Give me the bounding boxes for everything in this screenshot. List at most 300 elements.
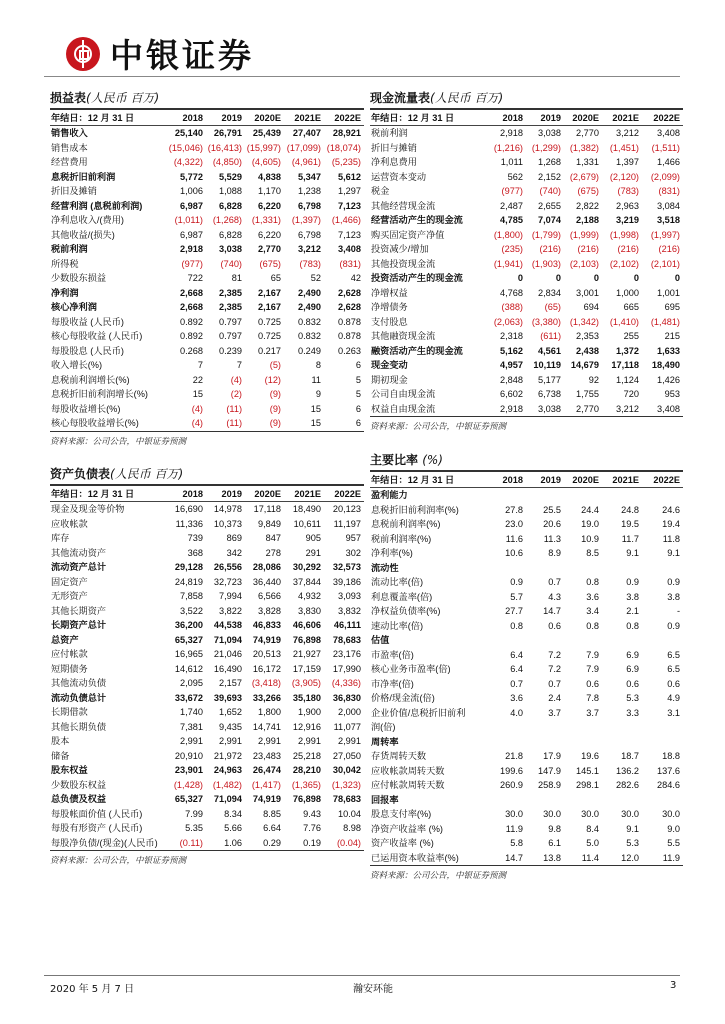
cell-value: 78,683 bbox=[332, 794, 361, 805]
cell-value: 28,921 bbox=[332, 128, 361, 139]
table-row bbox=[50, 402, 364, 417]
cell-value: 1,466 bbox=[657, 157, 680, 168]
cell-value: 2,490 bbox=[298, 302, 321, 313]
table-row bbox=[370, 822, 683, 837]
cell-value: 17,159 bbox=[292, 663, 321, 674]
cell-value: 9.1 bbox=[626, 548, 639, 559]
cell-value: 720 bbox=[623, 389, 639, 400]
cell-value: 869 bbox=[226, 533, 242, 544]
cell-value: 1,011 bbox=[500, 157, 523, 168]
table-row bbox=[50, 575, 364, 590]
row-label: 应收帐款周转天数 bbox=[371, 765, 445, 776]
cell-value: 905 bbox=[305, 533, 321, 544]
row-label: 周转率 bbox=[371, 736, 399, 747]
cell-value bbox=[486, 793, 526, 808]
cell-value: 42 bbox=[350, 273, 361, 284]
row-label: 其他融资现金流 bbox=[371, 331, 436, 342]
cell-value: 10.04 bbox=[338, 808, 361, 819]
cell-value: 5.0 bbox=[586, 838, 599, 849]
cell-value: 847 bbox=[265, 533, 281, 544]
cell-value: 9,435 bbox=[219, 721, 242, 732]
cell-value: 21.8 bbox=[505, 751, 523, 762]
row-label: 现金变动 bbox=[371, 360, 408, 371]
cell-value: 10.9 bbox=[581, 533, 599, 544]
row-label: 经营费用 bbox=[51, 157, 88, 168]
cell-value: 2,628 bbox=[338, 302, 361, 313]
cell-value: (2,103) bbox=[569, 258, 599, 269]
table-row bbox=[370, 778, 683, 793]
cell-value: (4,961) bbox=[291, 157, 321, 168]
header-year: 2021E bbox=[602, 472, 642, 488]
cell-value: 0.29 bbox=[263, 837, 281, 848]
table-row bbox=[50, 647, 364, 662]
row-label: 净增权益 bbox=[371, 287, 408, 298]
table-row bbox=[370, 735, 683, 750]
header-year: 2020E bbox=[245, 486, 284, 502]
cell-value: 9.1 bbox=[626, 823, 639, 834]
cell-value: (3,905) bbox=[291, 678, 321, 689]
table-row bbox=[370, 503, 683, 518]
cell-value: 3,038 bbox=[538, 403, 561, 414]
cell-value: 2.1 bbox=[626, 606, 639, 617]
cell-value: 9,849 bbox=[258, 518, 281, 529]
cell-value: 4,785 bbox=[500, 215, 523, 226]
cell-value: 25,439 bbox=[252, 128, 281, 139]
cell-value: 27.8 bbox=[505, 504, 523, 515]
cell-value: (1,397) bbox=[291, 215, 321, 226]
cell-value: 5.35 bbox=[185, 823, 203, 834]
cell-value: 8.9 bbox=[548, 548, 561, 559]
cashflow-table bbox=[370, 110, 683, 416]
cell-value: (1,342) bbox=[569, 316, 599, 327]
cell-value: 16,965 bbox=[174, 649, 203, 660]
cell-value: 14.7 bbox=[505, 852, 523, 863]
cell-value: 0.9 bbox=[667, 620, 680, 631]
table-row bbox=[370, 300, 683, 315]
row-label: 市盈率(倍) bbox=[371, 649, 414, 660]
row-label: 核心每股收益 (人民币) bbox=[51, 331, 143, 342]
header-label: 年结日：12 月 31 日 bbox=[50, 486, 168, 502]
table-row bbox=[370, 764, 683, 779]
table-header-row bbox=[50, 110, 364, 126]
cell-value: 27,407 bbox=[292, 128, 321, 139]
cell-value: 2,963 bbox=[616, 200, 639, 211]
cell-value: 6 bbox=[355, 360, 361, 371]
table-row bbox=[50, 662, 364, 677]
cell-value: 8.98 bbox=[343, 823, 361, 834]
cell-value: 30,292 bbox=[292, 562, 321, 573]
cell-value: 2,770 bbox=[576, 403, 599, 414]
cell-value: (1,216) bbox=[493, 142, 523, 153]
cell-value bbox=[564, 735, 602, 750]
row-label: 净利息收入/(费用) bbox=[51, 215, 124, 226]
cell-value: 4,957 bbox=[500, 360, 523, 371]
cell-value: (216) bbox=[577, 244, 599, 255]
row-label: 收入增长(%) bbox=[51, 360, 103, 371]
table-row bbox=[370, 648, 683, 663]
cell-value: 30.0 bbox=[505, 809, 523, 820]
cell-value: (977) bbox=[501, 186, 523, 197]
cell-value: 39,693 bbox=[213, 692, 242, 703]
cell-value: 2,991 bbox=[180, 736, 203, 747]
header-label: 年结日：12 月 31 日 bbox=[370, 472, 486, 488]
footer-company: 瀚安环能 bbox=[353, 984, 393, 995]
cell-value: 0.725 bbox=[258, 316, 281, 327]
table-row bbox=[50, 705, 364, 720]
cell-value: 17,118 bbox=[253, 504, 281, 515]
cell-value: 953 bbox=[664, 389, 680, 400]
header-year: 2019 bbox=[206, 110, 245, 126]
cell-value: (9) bbox=[269, 418, 281, 429]
cell-value: 0.7 bbox=[548, 678, 561, 689]
table-row bbox=[50, 517, 364, 532]
table-row bbox=[50, 358, 364, 373]
cell-value: 1,238 bbox=[298, 186, 321, 197]
cell-value: (2,102) bbox=[609, 258, 639, 269]
cell-value bbox=[602, 488, 642, 503]
cell-value: 30.0 bbox=[621, 809, 639, 820]
cell-value: 25.5 bbox=[543, 504, 561, 515]
cell-value: (1,511) bbox=[651, 142, 680, 153]
cell-value: 2,157 bbox=[219, 678, 242, 689]
cell-value: 24.8 bbox=[621, 504, 639, 515]
cell-value: 2,490 bbox=[298, 287, 321, 298]
cell-value: 5 bbox=[355, 389, 361, 400]
cell-value: 25,140 bbox=[174, 128, 203, 139]
brand-logo bbox=[66, 30, 254, 77]
cell-value: 12.0 bbox=[621, 852, 639, 863]
cell-value: (5) bbox=[269, 360, 281, 371]
cell-value: 1,800 bbox=[258, 707, 281, 718]
cell-value: (5,235) bbox=[331, 157, 361, 168]
row-label: 折旧与摊销 bbox=[371, 142, 417, 153]
cell-value: 23,176 bbox=[332, 649, 361, 660]
cell-value: 92 bbox=[588, 374, 599, 385]
cell-value: 6,602 bbox=[500, 389, 523, 400]
table-row bbox=[370, 677, 683, 692]
table-row bbox=[50, 560, 364, 575]
cell-value: 4,768 bbox=[500, 287, 523, 298]
table-row bbox=[370, 344, 683, 359]
cell-value bbox=[642, 561, 683, 576]
cell-value: 0.832 bbox=[298, 331, 321, 342]
cell-value: 2,095 bbox=[180, 678, 203, 689]
table-row bbox=[50, 126, 364, 141]
cell-value: 14,741 bbox=[252, 721, 281, 732]
cell-value: 2,770 bbox=[576, 128, 599, 139]
cell-value: 24,963 bbox=[213, 765, 242, 776]
table-row bbox=[370, 141, 683, 156]
page-number: 3 bbox=[670, 980, 677, 991]
table-row bbox=[370, 228, 683, 243]
table-row bbox=[50, 373, 364, 388]
cell-value: (216) bbox=[617, 244, 639, 255]
row-label: 公司自由现金流 bbox=[371, 389, 436, 400]
cell-value: 1,652 bbox=[219, 707, 242, 718]
row-label: 盈利能力 bbox=[371, 490, 408, 501]
cell-value: 14,679 bbox=[570, 360, 599, 371]
cell-value: 11.7 bbox=[621, 533, 639, 544]
row-label: 融资活动产生的现金流 bbox=[371, 345, 463, 356]
row-label: 价格/现金流(倍) bbox=[371, 693, 435, 704]
cell-value: 1,006 bbox=[180, 186, 203, 197]
table-row bbox=[50, 387, 364, 402]
table-row bbox=[370, 126, 683, 141]
cell-value: 0.239 bbox=[219, 345, 242, 356]
cell-value: 27.7 bbox=[505, 606, 523, 617]
bank-logo-icon bbox=[66, 37, 100, 71]
table-row bbox=[370, 155, 683, 170]
cell-value: - bbox=[676, 606, 680, 617]
table-row bbox=[370, 633, 683, 648]
cell-value: 342 bbox=[226, 547, 242, 558]
cell-value: 32,573 bbox=[332, 562, 361, 573]
row-label: 购买固定资产净值 bbox=[371, 229, 445, 240]
cell-value: 2,438 bbox=[576, 345, 599, 356]
row-label: 短期债务 bbox=[51, 663, 88, 674]
cell-value: 32,723 bbox=[213, 576, 242, 587]
cell-value: 0.8 bbox=[626, 620, 639, 631]
cell-value: 3,038 bbox=[538, 128, 561, 139]
cell-value: (9) bbox=[269, 403, 281, 414]
cell-value: 3,212 bbox=[298, 244, 321, 255]
row-label: 市净率(倍) bbox=[371, 678, 414, 689]
cell-value: 8.5 bbox=[586, 548, 599, 559]
cell-value bbox=[486, 488, 526, 503]
cell-value: 7,858 bbox=[180, 591, 203, 602]
cell-value: 6,798 bbox=[298, 200, 321, 211]
cell-value: (740) bbox=[220, 258, 242, 269]
cell-value: 0.892 bbox=[180, 316, 203, 327]
header-divider bbox=[44, 76, 680, 77]
cell-value: (11) bbox=[226, 418, 242, 429]
cell-value: 19.5 bbox=[621, 519, 639, 530]
cell-value: 2,770 bbox=[258, 244, 281, 255]
cell-value: 2,991 bbox=[298, 736, 321, 747]
cell-value: 3.7 bbox=[586, 707, 599, 718]
cell-value: 81 bbox=[231, 273, 242, 284]
header-year: 2022E bbox=[324, 486, 364, 502]
table-row bbox=[370, 315, 683, 330]
ratios-source: 资料来源：公司公告，中银证券预测 bbox=[370, 865, 683, 883]
cell-value: (2,679) bbox=[569, 171, 599, 182]
cell-value: 0.797 bbox=[219, 331, 242, 342]
table-row bbox=[370, 807, 683, 822]
cell-value: 0 bbox=[555, 273, 561, 284]
row-label: 净增债务 bbox=[371, 302, 408, 313]
table-row bbox=[370, 619, 683, 634]
cell-value: 30.0 bbox=[662, 809, 680, 820]
cell-value bbox=[526, 735, 564, 750]
cell-value: 6.4 bbox=[510, 649, 523, 660]
cell-value bbox=[526, 488, 564, 503]
table-row bbox=[50, 531, 364, 546]
row-label: 速动比率(倍) bbox=[371, 620, 424, 631]
cell-value: 23.0 bbox=[505, 519, 523, 530]
cell-value: 4,932 bbox=[298, 591, 321, 602]
cell-value: 5,612 bbox=[338, 171, 361, 182]
cell-value: (1,323) bbox=[331, 779, 361, 790]
cell-value: 5.7 bbox=[510, 591, 523, 602]
balance-sheet-section bbox=[50, 464, 364, 868]
cell-value bbox=[602, 793, 642, 808]
row-label: 每股净负债/(现金)(人民币) bbox=[51, 837, 158, 848]
cell-value: 255 bbox=[623, 331, 639, 342]
cell-value: 5.5 bbox=[667, 838, 680, 849]
cell-value: 3,219 bbox=[616, 215, 639, 226]
cell-value: 8.4 bbox=[586, 823, 599, 834]
cell-value: 33,672 bbox=[174, 692, 203, 703]
cell-value bbox=[564, 793, 602, 808]
row-label: 估值 bbox=[371, 635, 390, 646]
row-label: 权益自由现金流 bbox=[371, 403, 436, 414]
cell-value: 14,612 bbox=[174, 663, 203, 674]
cell-value: 6,566 bbox=[258, 591, 281, 602]
cell-value bbox=[564, 720, 602, 735]
cell-value: 1,426 bbox=[657, 374, 680, 385]
header-year: 2021E bbox=[602, 110, 642, 126]
cell-value: 4,838 bbox=[258, 171, 281, 182]
cell-value: 10,373 bbox=[213, 518, 242, 529]
row-label: 其他流动资产 bbox=[51, 547, 107, 558]
row-label: 运营资本变动 bbox=[371, 171, 427, 182]
table-row bbox=[50, 155, 364, 170]
cell-value bbox=[486, 720, 526, 735]
table-row bbox=[370, 402, 683, 417]
cell-value: (1,428) bbox=[173, 779, 203, 790]
cell-value: 16,490 bbox=[213, 663, 242, 674]
cell-value: 2,668 bbox=[180, 287, 203, 298]
cell-value bbox=[564, 561, 602, 576]
footer-divider bbox=[44, 975, 680, 976]
cell-value: 2,167 bbox=[258, 287, 281, 298]
cell-value: 2,353 bbox=[576, 331, 599, 342]
cell-value: 0.9 bbox=[626, 577, 639, 588]
cell-value: 1,372 bbox=[616, 345, 639, 356]
header-year: 2018 bbox=[168, 110, 206, 126]
table-row bbox=[370, 706, 683, 721]
row-label: 净权益负债率(%) bbox=[371, 606, 441, 617]
cell-value: 291 bbox=[305, 547, 321, 558]
cell-value: 665 bbox=[623, 302, 639, 313]
cell-value: 18.8 bbox=[662, 751, 680, 762]
table-row bbox=[50, 676, 364, 691]
header-year: 2018 bbox=[486, 110, 526, 126]
row-label: 总负债及权益 bbox=[51, 794, 107, 805]
cell-value: 5.3 bbox=[626, 838, 639, 849]
cell-value: 2,822 bbox=[576, 200, 599, 211]
table-row bbox=[370, 720, 683, 735]
cell-value: 15 bbox=[310, 418, 321, 429]
row-label: 其他收益/(损失) bbox=[51, 229, 115, 240]
cell-value: 1,397 bbox=[616, 157, 639, 168]
cell-value: (2,099) bbox=[650, 171, 680, 182]
cell-value: 71,094 bbox=[213, 794, 242, 805]
cell-value: 11,077 bbox=[333, 721, 361, 732]
row-label: 销售成本 bbox=[51, 142, 88, 153]
row-label: 投资活动产生的现金流 bbox=[371, 273, 463, 284]
table-row bbox=[50, 792, 364, 807]
cell-value: 6 bbox=[355, 418, 361, 429]
table-header-row bbox=[370, 472, 683, 488]
cell-value: 7.99 bbox=[185, 808, 203, 819]
cell-value: 20,123 bbox=[332, 504, 361, 515]
cell-value: 16,172 bbox=[252, 663, 281, 674]
row-label: 流动比率(倍) bbox=[371, 577, 424, 588]
cell-value: (0.04) bbox=[336, 837, 361, 848]
cell-value bbox=[642, 735, 683, 750]
row-label: 固定资产 bbox=[51, 576, 88, 587]
cell-value bbox=[602, 561, 642, 576]
cell-value: 6,798 bbox=[298, 229, 321, 240]
cell-value: 2.4 bbox=[548, 693, 561, 704]
cell-value: 6.4 bbox=[510, 664, 523, 675]
cell-value: 0 bbox=[517, 273, 523, 284]
cell-value: 1,000 bbox=[616, 287, 639, 298]
cell-value: (1,331) bbox=[251, 215, 281, 226]
row-label: 支付股息 bbox=[371, 316, 408, 327]
cell-value: 282.6 bbox=[616, 780, 639, 791]
cell-value: (388) bbox=[501, 302, 523, 313]
header-year: 2018 bbox=[168, 486, 206, 502]
cell-value: 278 bbox=[265, 547, 281, 558]
cell-value: (1,011) bbox=[174, 215, 203, 226]
cell-value: (4) bbox=[191, 418, 203, 429]
cell-value: (4) bbox=[191, 403, 203, 414]
cell-value: (1,997) bbox=[650, 229, 680, 240]
cell-value: 3,518 bbox=[657, 215, 680, 226]
cell-value bbox=[602, 633, 642, 648]
cell-value: 1,001 bbox=[657, 287, 680, 298]
cell-value: 11.4 bbox=[581, 852, 599, 863]
cell-value: 957 bbox=[345, 533, 361, 544]
cell-value: 65 bbox=[270, 273, 281, 284]
cash-flow-section bbox=[370, 88, 683, 434]
cell-value: 4,561 bbox=[538, 345, 561, 356]
cell-value: 147.9 bbox=[538, 765, 561, 776]
cell-value: 0.263 bbox=[338, 345, 361, 356]
cell-value: 5,347 bbox=[298, 171, 321, 182]
cell-value: (783) bbox=[299, 258, 321, 269]
cell-value: 145.1 bbox=[576, 765, 599, 776]
row-label: 回报率 bbox=[371, 794, 399, 805]
cell-value: 3,038 bbox=[219, 244, 242, 255]
cell-value: 5.66 bbox=[224, 823, 242, 834]
cell-value: 26,474 bbox=[252, 765, 281, 776]
cell-value: (1,999) bbox=[569, 229, 599, 240]
cell-value: 11 bbox=[311, 374, 321, 385]
cell-value: 15 bbox=[192, 389, 203, 400]
cell-value: 65,327 bbox=[174, 634, 203, 645]
balance-title: 资产负债表(人民币 百万) bbox=[50, 464, 364, 486]
cell-value: 5,177 bbox=[538, 374, 561, 385]
row-label: 所得税 bbox=[51, 258, 79, 269]
cell-value: 6.64 bbox=[263, 823, 281, 834]
cell-value: 6,220 bbox=[258, 200, 281, 211]
table-row bbox=[50, 416, 364, 431]
table-row bbox=[50, 242, 364, 257]
cell-value: 0.725 bbox=[258, 331, 281, 342]
cell-value: 3,408 bbox=[657, 403, 680, 414]
table-row bbox=[370, 517, 683, 532]
row-label: 资产收益率 (%) bbox=[371, 838, 434, 849]
row-label: 流动资产总计 bbox=[51, 562, 107, 573]
cell-value: 10,611 bbox=[293, 518, 321, 529]
cell-value: (1,268) bbox=[212, 215, 242, 226]
row-label: 税金 bbox=[371, 186, 390, 197]
cell-value: 2,188 bbox=[576, 215, 599, 226]
table-row bbox=[50, 141, 364, 156]
